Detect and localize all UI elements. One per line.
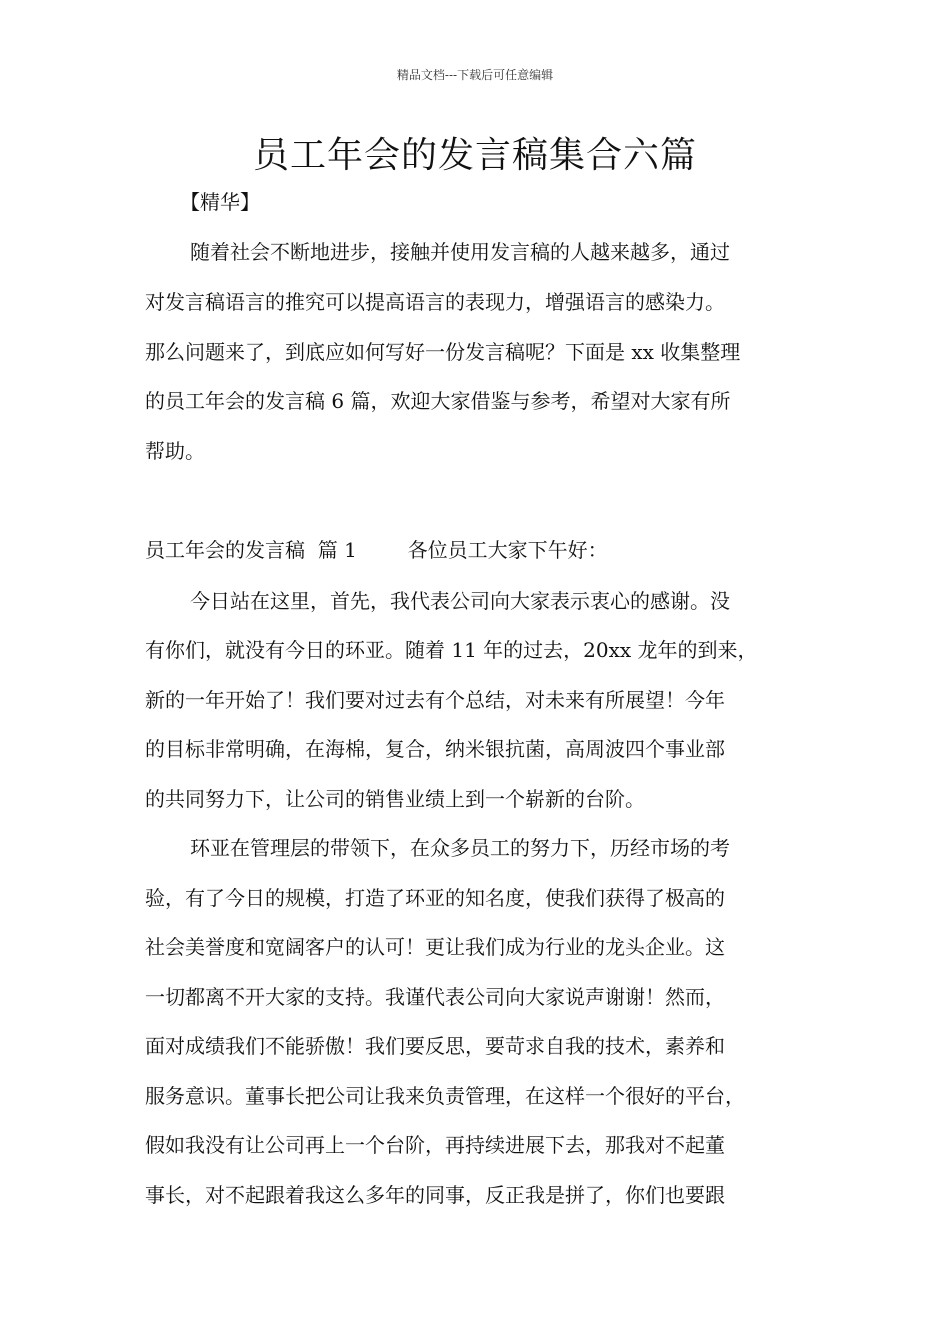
- paragraph-line: 验，有了今日的规模，打造了环亚的知名度，使我们获得了极高的: [145, 886, 725, 910]
- tag-label: 【精华】: [180, 190, 260, 214]
- intro-line: 那么问题来了，到底应如何写好一份发言稿呢？下面是 xx 收集整理: [145, 340, 741, 364]
- paragraph-line: 新的一年开始了！我们要对过去有个总结，对未来有所展望！今年: [145, 688, 725, 712]
- paragraph-line: 事长，对不起跟着我这么多年的同事，反正我是拼了，你们也要跟: [145, 1183, 725, 1207]
- intro-line: 帮助。: [145, 439, 205, 463]
- paragraph-line: 的共同努力下，让公司的销售业绩上到一个崭新的台阶。: [145, 787, 645, 811]
- intro-line: 随着社会不断地进步，接触并使用发言稿的人越来越多，通过: [190, 240, 730, 264]
- paragraph-line: 一切都离不开大家的支持。我谨代表公司向大家说声谢谢！然而，: [145, 985, 725, 1009]
- paragraph-line: 服务意识。董事长把公司让我来负责管理，在这样一个很好的平台，: [145, 1084, 745, 1108]
- paragraph-line: 的目标非常明确，在海棉，复合，纳米银抗菌，高周波四个事业部: [145, 737, 725, 761]
- paragraph-line: 今日站在这里，首先，我代表公司向大家表示衷心的感谢。没: [190, 589, 730, 613]
- paragraph-line: 面对成绩我们不能骄傲！我们要反思，要苛求自我的技术，素养和: [145, 1034, 725, 1058]
- section-heading: 员工年会的发言稿 篇 1 各位员工大家下午好：: [145, 538, 608, 562]
- paragraph-line: 有你们，就没有今日的环亚。随着 11 年的过去，20xx 龙年的到来，: [145, 638, 758, 662]
- intro-line: 的员工年会的发言稿 6 篇，欢迎大家借鉴与参考，希望对大家有所: [145, 389, 731, 413]
- paragraph-line: 假如我没有让公司再上一个台阶，再持续进展下去，那我对不起董: [145, 1133, 725, 1157]
- paragraph-line: 环亚在管理层的带领下，在众多员工的努力下，历经市场的考: [190, 836, 730, 860]
- header-note: 精品文档---下载后可任意编辑: [396, 68, 554, 82]
- document-title: 员工年会的发言稿集合六篇: [252, 135, 697, 176]
- paragraph-line: 社会美誉度和宽阔客户的认可！更让我们成为行业的龙头企业。这: [145, 935, 725, 959]
- intro-line: 对发言稿语言的推究可以提高语言的表现力，增强语言的感染力。: [145, 290, 725, 314]
